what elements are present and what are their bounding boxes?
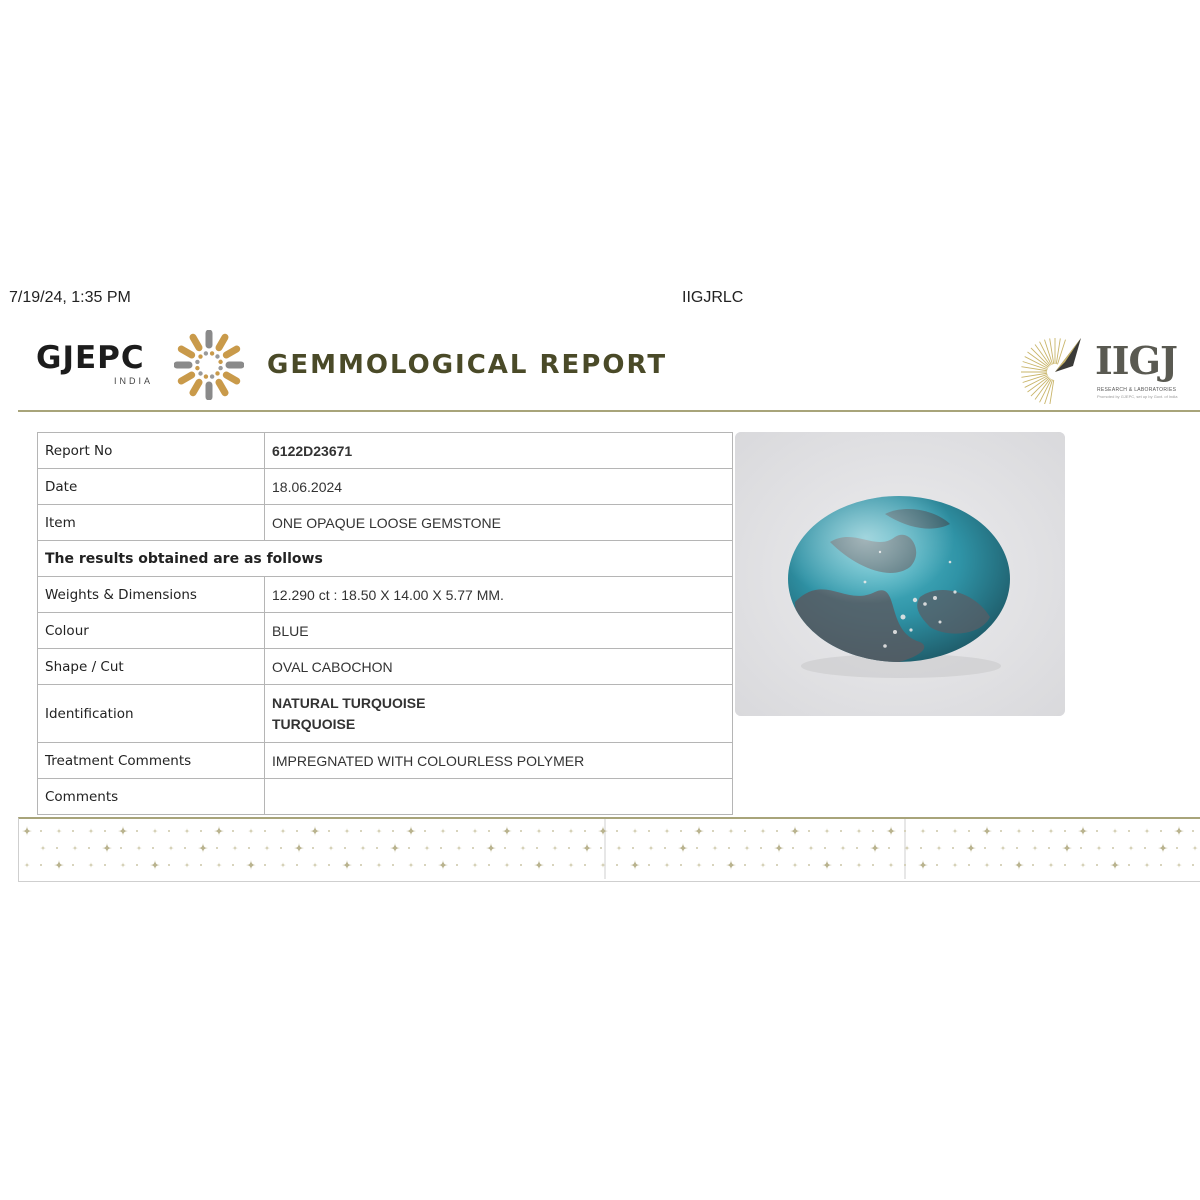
- header-divider: [18, 410, 1200, 412]
- colour-value: BLUE: [265, 613, 733, 649]
- comments-value: [265, 779, 733, 815]
- iigj-starburst-icon: [1015, 332, 1087, 404]
- shape-value: OVAL CABOCHON: [265, 649, 733, 685]
- iigj-logo-tagline: Promoted by GJEPC, set up by Govt. of India: [1097, 394, 1178, 399]
- print-document-title: IIGJRLC: [682, 289, 744, 306]
- weights-value: 12.290 ct : 18.50 X 14.00 X 5.77 MM.: [265, 577, 733, 613]
- identification-line: TURQUOISE: [272, 715, 356, 732]
- report-number-value: 6122D23671: [265, 433, 733, 469]
- table-row-identification: [38, 685, 733, 743]
- row-label: Colour: [38, 613, 265, 649]
- results-section-heading: The results obtained are as follows: [38, 541, 733, 577]
- table-row-report-no: [38, 433, 733, 469]
- gjepc-logo-subtext: INDIA: [114, 376, 154, 386]
- row-label: Date: [38, 469, 265, 505]
- gjepc-sunburst-icon: [174, 330, 244, 400]
- table-row-section-heading: [38, 541, 733, 577]
- report-title: GEMMOLOGICAL REPORT: [267, 350, 668, 380]
- iigj-logo-text: IIGJ: [1095, 338, 1177, 383]
- treatment-value: IMPREGNATED WITH COLOURLESS POLYMER: [265, 743, 733, 779]
- print-timestamp: 7/19/24, 1:35 PM: [9, 289, 131, 306]
- row-label: Report No: [38, 433, 265, 469]
- row-label: Identification: [38, 685, 265, 743]
- row-label: Treatment Comments: [38, 743, 265, 779]
- table-row-colour: [38, 613, 733, 649]
- gjepc-logo-text: GJEPC: [36, 340, 145, 376]
- report-table: [37, 432, 733, 815]
- table-row-item: [38, 505, 733, 541]
- table-row-shape: [38, 649, 733, 685]
- iigj-logo: [1015, 330, 1200, 406]
- sparkle-pattern: [19, 819, 1200, 879]
- footer-decorative-band: [18, 817, 1200, 882]
- identification-value: [265, 685, 733, 743]
- iigj-logo-subtext: RESEARCH & LABORATORIES: [1097, 387, 1177, 393]
- table-row-comments: [38, 779, 733, 815]
- table-row-treatment: [38, 743, 733, 779]
- gjepc-logo: [36, 332, 246, 398]
- table-row-date: [38, 469, 733, 505]
- item-value: ONE OPAQUE LOOSE GEMSTONE: [265, 505, 733, 541]
- row-label: Comments: [38, 779, 265, 815]
- row-label: Weights & Dimensions: [38, 577, 265, 613]
- table-row-weights: [38, 577, 733, 613]
- row-label: Item: [38, 505, 265, 541]
- date-value: 18.06.2024: [265, 469, 733, 505]
- row-label: Shape / Cut: [38, 649, 265, 685]
- identification-line: NATURAL TURQUOISE: [272, 694, 426, 711]
- turquoise-cabochon-image: [735, 432, 1065, 716]
- gemstone-photo: [735, 432, 1065, 716]
